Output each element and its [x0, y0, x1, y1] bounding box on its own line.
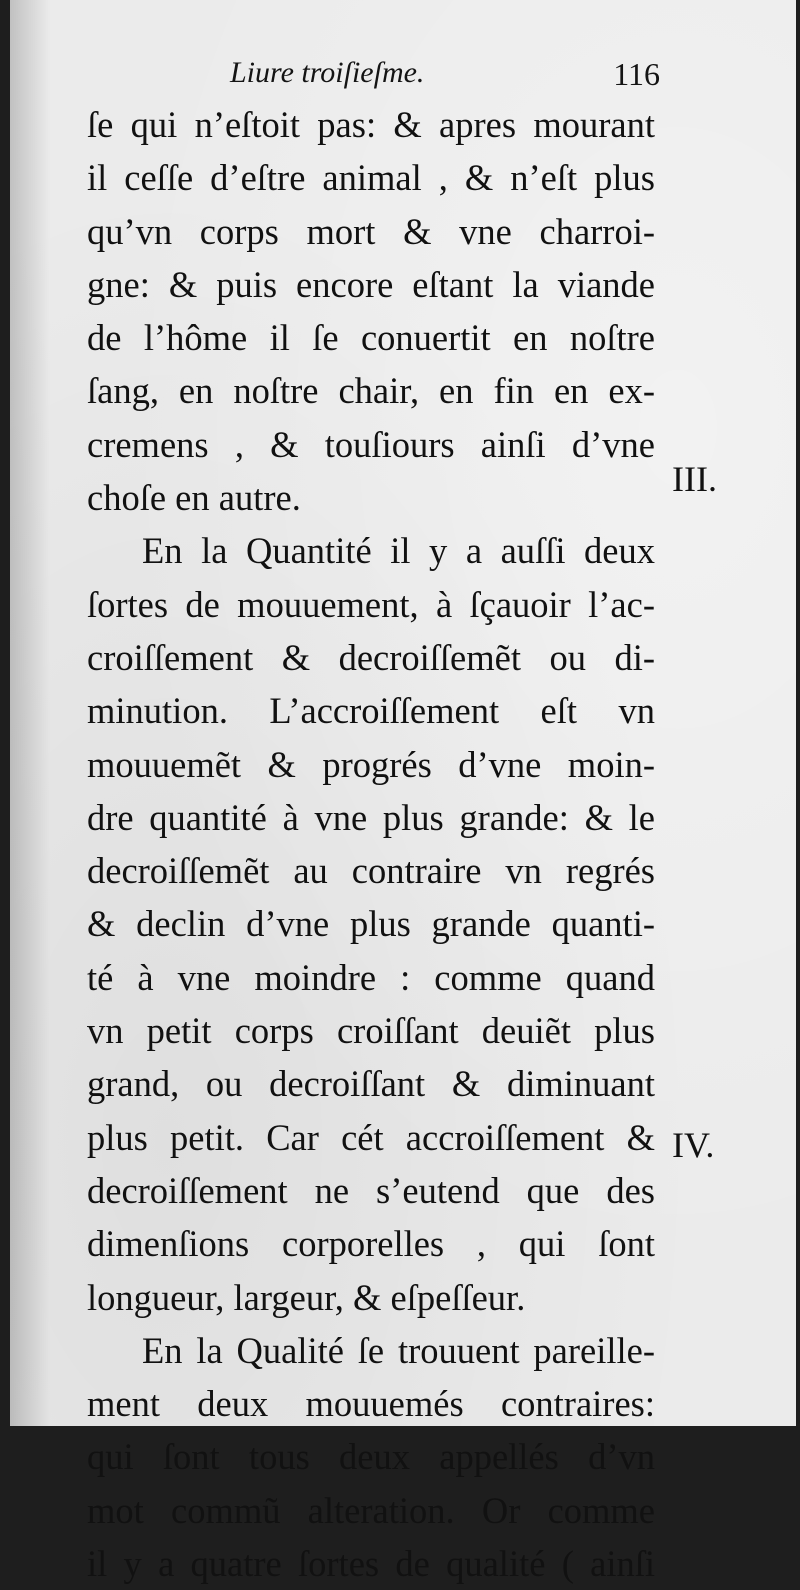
text-line: longueur, largeur, & eſpeſſeur.	[87, 1276, 526, 1318]
page-number: 116	[613, 56, 660, 92]
running-head	[80, 56, 660, 98]
text-line: ſortes de mouuement, à ſçauoir l’ac-	[87, 583, 655, 625]
text-line: choſe en autre.	[87, 477, 301, 519]
book-page	[10, 0, 796, 1585]
text-line: té à vne moindre : comme quand	[87, 956, 655, 998]
body-text	[87, 98, 655, 1590]
text-line: En la Qualité ſe trouuent pareille-	[142, 1329, 655, 1371]
text-line: qu’vn corps mort & vne charroi-	[87, 210, 655, 252]
text-line: ſe qui n’eſtoit pas: & apres mourant	[87, 104, 655, 145]
text-line: il y a quatre ſortes de qualité ( ainſi	[87, 1543, 655, 1585]
text-line: decroiſſemẽt au contraire vn regrés	[87, 850, 655, 892]
text-line: & declin d’vne plus grande quanti-	[87, 903, 655, 945]
margin-note-section-4: IV.	[672, 1125, 715, 1165]
text-line: plus petit. Car cét accroiſſement &	[87, 1116, 655, 1158]
text-line: qui ſont tous deux appellés d’vn	[87, 1436, 655, 1478]
text-line: il ceſſe d’eſtre animal , & n’eſt plus	[87, 157, 655, 199]
running-title: Liure troiſieſme.	[230, 56, 425, 89]
text-line: ſang, en noſtre chair, en fin en ex-	[87, 370, 655, 412]
text-line: de l’hôme il ſe conuertit en noſtre	[87, 317, 655, 359]
text-line: grand, ou decroiſſant & diminuant	[87, 1063, 655, 1105]
margin-note-section-3: III.	[672, 459, 717, 499]
text-line: dimenſions corporelles , qui ſont	[87, 1223, 655, 1265]
text-line: gne: & puis encore eſtant la viande	[87, 263, 655, 305]
text-line: mouuemẽt & progrés d’vne moin-	[87, 743, 655, 785]
text-line: minution. L’accroiſſement eſt vn	[87, 690, 655, 732]
gutter-shadow	[10, 0, 50, 1426]
text-line: En la Quantité il y a auſſi deux	[142, 530, 655, 572]
text-line: ment deux mouuemés contraires:	[87, 1383, 655, 1425]
text-line: croiſſement & decroiſſemẽt ou di-	[87, 636, 655, 678]
text-line: cremens , & touſiours ainſi d’vne	[87, 423, 655, 465]
text-line: dre quantité à vne plus grande: & le	[87, 796, 655, 838]
text-line: decroiſſement ne s’eutend que des	[87, 1169, 655, 1211]
text-line: vn petit corps croiſſant deuiẽt plus	[87, 1010, 655, 1052]
text-line: mot commũ alteration. Or comme	[87, 1489, 655, 1531]
